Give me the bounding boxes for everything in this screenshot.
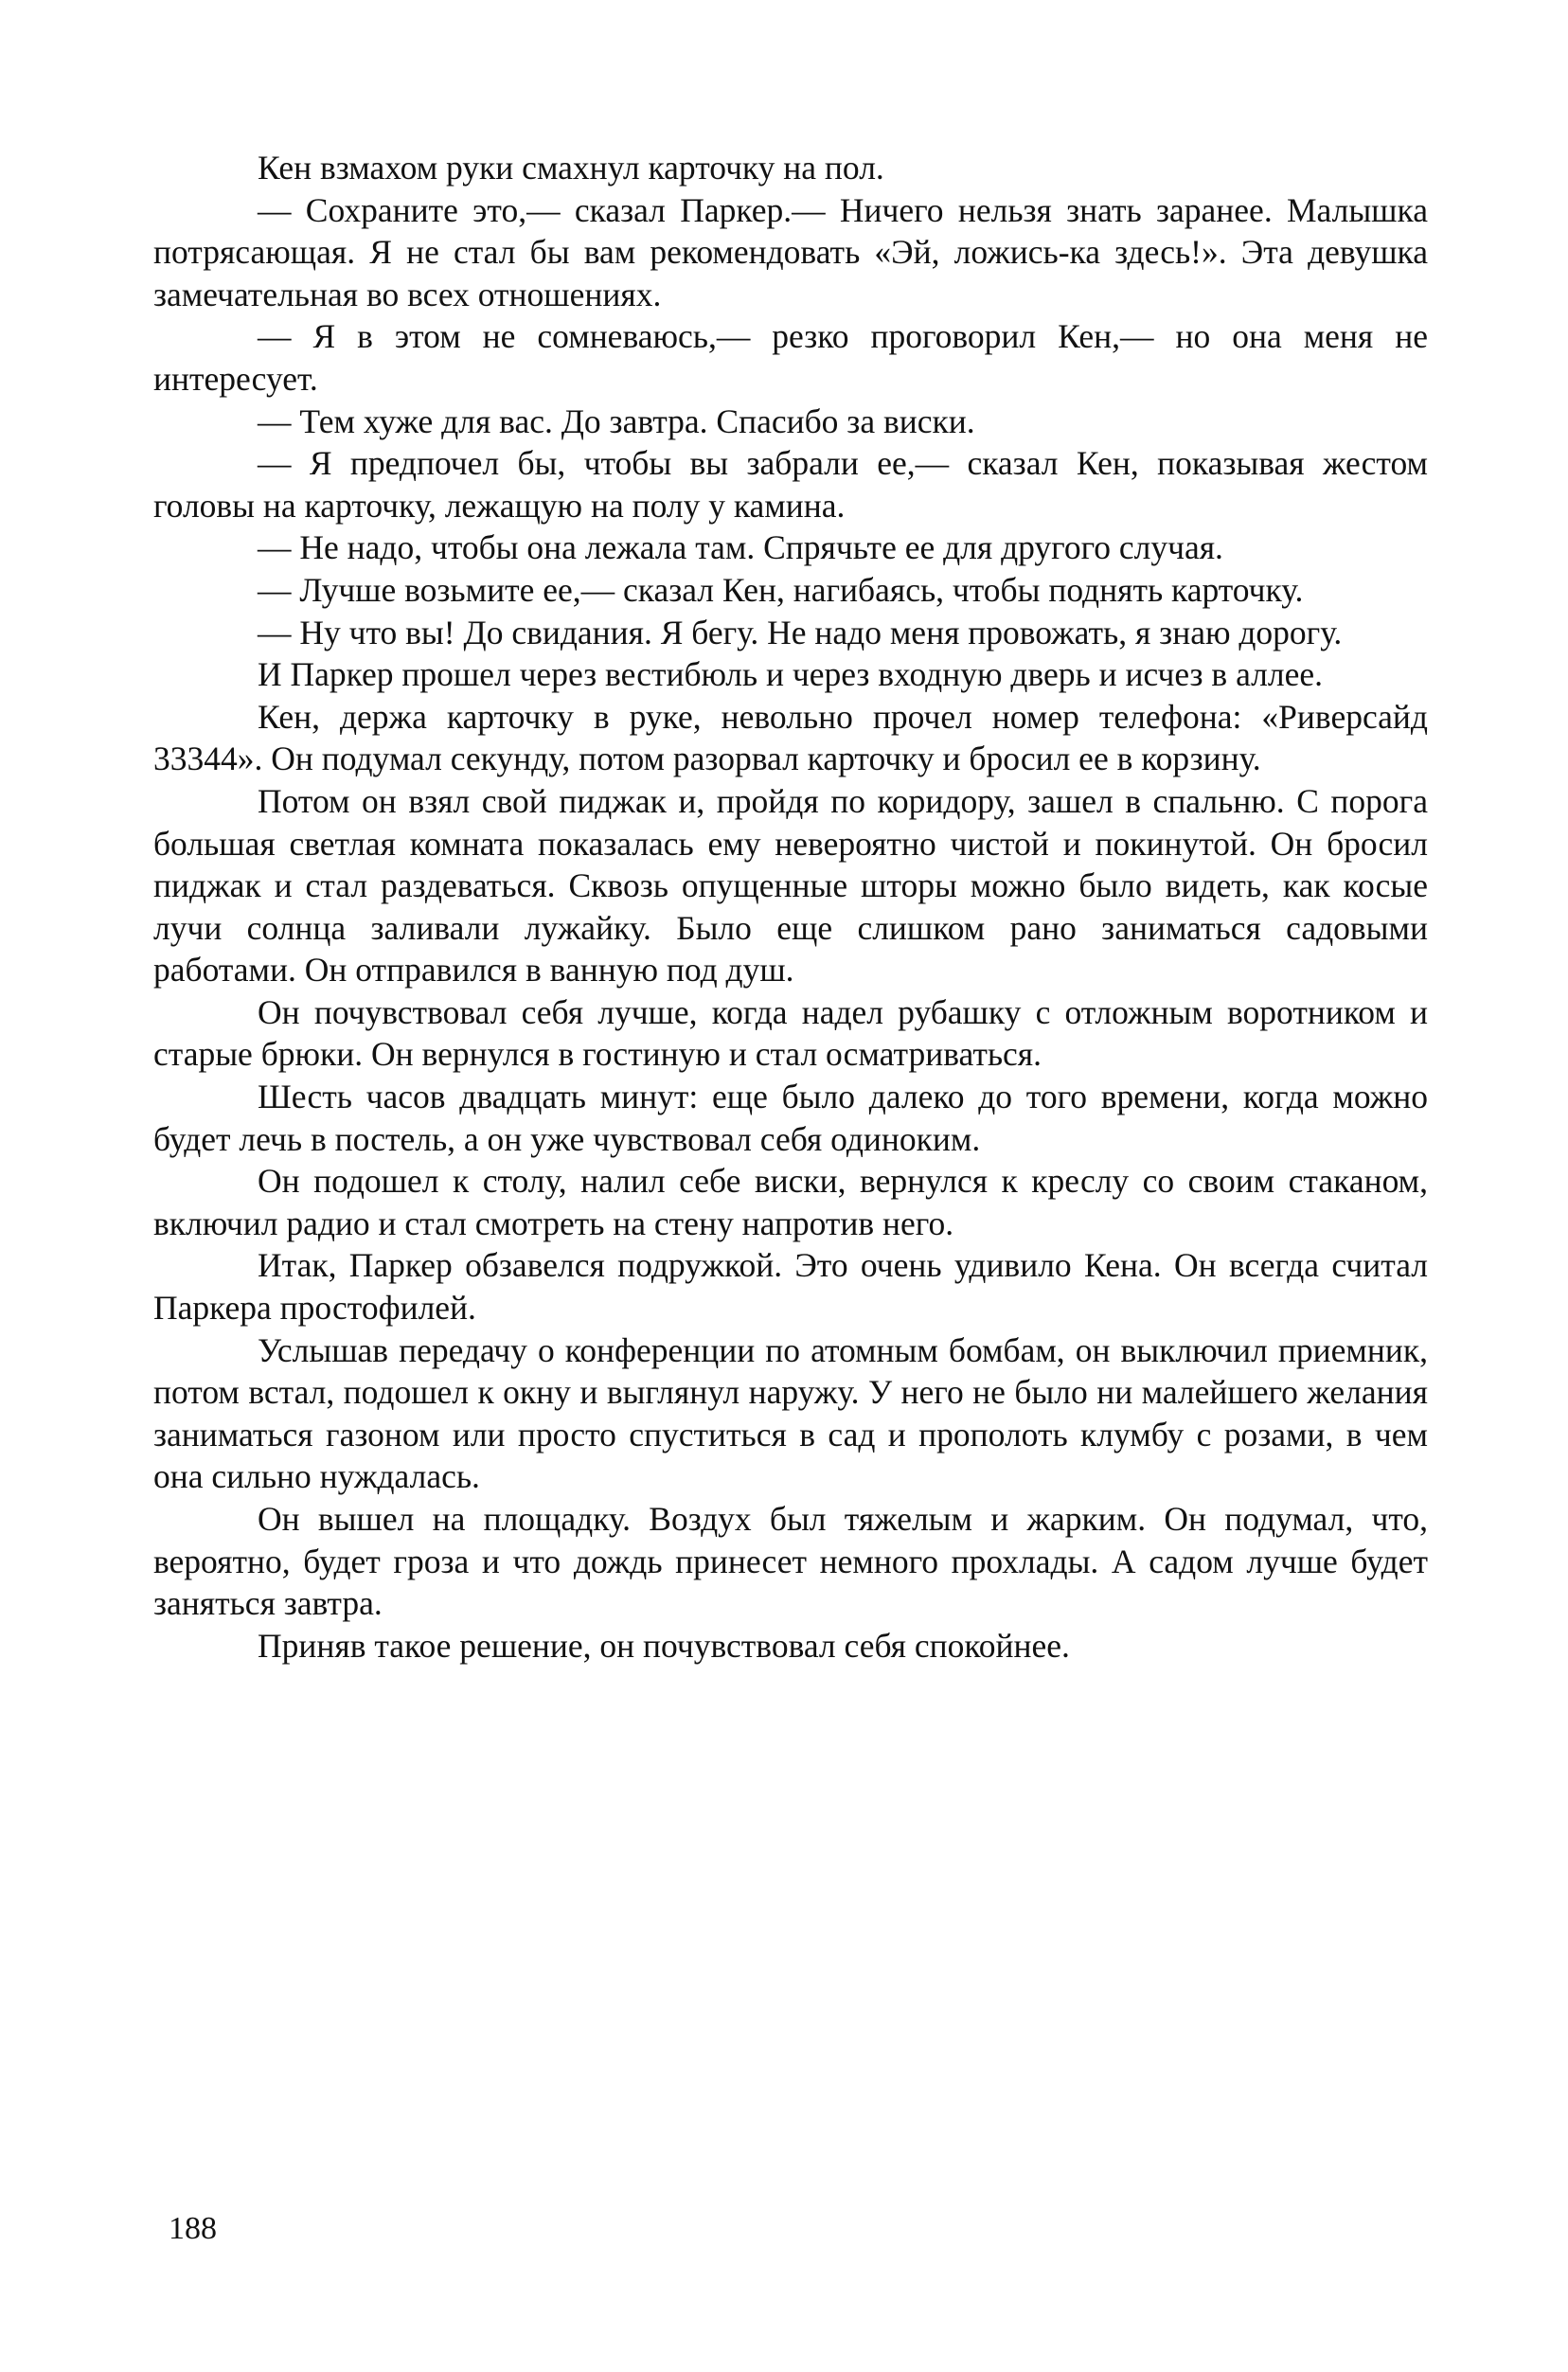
- paragraph: Услышав передачу о конференции по атомным бомбам, он выключил приемник, потом встал, подошел к окну и выглянул наружу. У него не было ни малейшего желания заниматься газоном или просто спуститься в сад и прополоть клумбу с розами, в чем она сильно нуждалась.: [153, 1330, 1428, 1496]
- body-text: [153, 147, 1428, 1667]
- paragraph: Он вышел на площадку. Воздух был тяжелым и жарким. Он подумал, что, вероятно, будет гроза и что дождь принесет немного прохлады. А садом лучше будет заняться завтра.: [153, 1500, 1428, 1623]
- paragraph: — Лучше возьмите ее,— сказал Кен, нагибаясь, чтобы поднять карточку.: [258, 570, 1304, 609]
- paragraph: Кен, держа карточку в руке, невольно прочел номер телефона: «Риверсайд 33344». Он подумал секунду, потом разорвал карточку и бросил ее в корзину.: [153, 697, 1428, 778]
- page-number: 188: [169, 2211, 217, 2246]
- paragraph: — Я предпочел бы, чтобы вы забрали ее,— сказал Кен, показывая жестом головы на карточку, лежащую на полу у камина.: [153, 444, 1428, 525]
- paragraph: Он подошел к столу, налил себе виски, вернулся к креслу со своим стаканом, включил радио и стал смотреть на стену напротив него.: [153, 1162, 1428, 1242]
- paragraph: Шесть часов двадцать минут: еще было далеко до того времени, когда можно будет лечь в постель, а он уже чувствовал себя одиноким.: [153, 1078, 1428, 1158]
- paragraph: И Паркер прошел через вестибюль и через входную дверь и исчез в аллее.: [258, 655, 1323, 694]
- paragraph: Он почувствовал себя лучше, когда надел рубашку с отложным воротником и старые брюки. Он вернулся в гостиную и стал осматриваться.: [153, 992, 1428, 1074]
- paragraph: — Тем хуже для вас. До завтра. Спасибо за виски.: [258, 401, 975, 440]
- paragraph: Приняв такое решение, он почувствовал себя спокойнее.: [258, 1626, 1070, 1665]
- paragraph: — Сохраните это,— сказал Паркер.— Ничего нельзя знать заранее. Малышка потрясающая. Я не стал бы вам рекомендовать «Эй, ложись-ка здесь!». Эта девушка замечательная во всех отношениях.: [153, 190, 1428, 313]
- paragraph: Потом он взял свой пиджак и, пройдя по коридору, зашел в спальню. С порога большая светлая комната показалась ему невероятно чистой и покинутой. Он бросил пиджак и стал раздеваться. Сквозь опущенные шторы можно было видеть, как косые лучи солнца заливали лужайку. Было еще слишком рано заниматься садовыми работами. Он отправился в ванную под душ.: [153, 781, 1428, 990]
- paragraph: — Я в этом не сомневаюсь,— резко проговорил Кен,— но она меня не интересует.: [153, 317, 1428, 398]
- paragraph: — Ну что вы! До свидания. Я бегу. Не надо меня провожать, я знаю дорогу.: [258, 613, 1343, 651]
- paragraph: Итак, Паркер обзавелся подружкой. Это очень удивило Кена. Он всегда считал Паркера простофилей.: [153, 1246, 1428, 1328]
- paragraph: — Не надо, чтобы она лежала там. Спрячьте ее для другого случая.: [258, 528, 1223, 567]
- paragraph: Кен взмахом руки смахнул карточку на пол.: [258, 149, 884, 187]
